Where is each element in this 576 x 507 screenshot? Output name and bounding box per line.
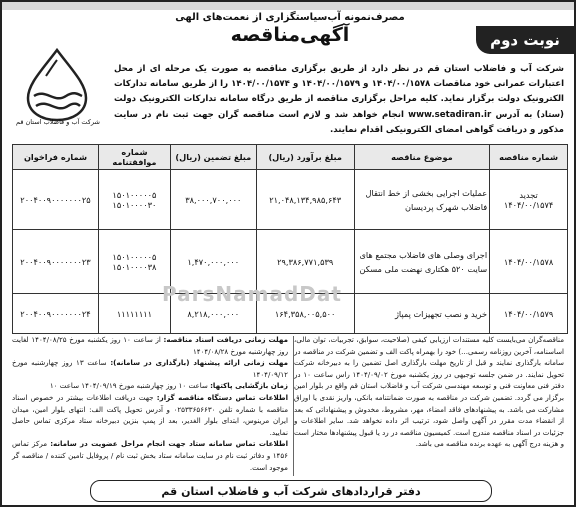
watermark: ParsNamadDat [162, 282, 342, 306]
note-item [12, 392, 288, 438]
note-text: جهت دریافت اطلاعات بیشتر در خصوص اسناد مناقصه با شماره تلفن ۰۲۵۳۳۶۵۶۶۳۰ و آدرس تحویل پاکت الف: انتهای بلوار امین، میدان ایران مرینوس، ابتدای بلوار الغدیر، بعد از پمپ بنزین دبیرخانه ستاد مرکزی تماس حاصل نمایید. [12, 392, 288, 437]
cell-call-number: ۲۰۰۴۰۰۹۰۰۰۰۰۰۰۲۴ [13, 294, 99, 334]
note-item [12, 357, 288, 380]
note-label: مهلت زمانی ارائه پیشنهاد (بارگذاری در سامانه): [110, 358, 288, 368]
cell-guarantee: ۸,۲۱۸,۰۰۰,۰۰۰ [170, 294, 256, 334]
tenders-table [12, 144, 568, 334]
note-text: ساعت ۱۳ روز چهارشنبه مورخ ۱۴۰۴/۰۹/۱۲ [12, 358, 288, 379]
cell-estimate: ۱۶۴,۳۵۸,۰۰۵,۵۰۰ [256, 294, 354, 334]
cell-guarantee: ۱,۴۷۰,۰۰۰,۰۰۰ [170, 230, 256, 294]
col-header-call: شماره فراخوان [13, 145, 99, 170]
table-header-row [13, 145, 568, 170]
notes-left [12, 334, 288, 473]
cell-agreement [98, 230, 170, 294]
notes-right: مناقصه‌گران می‌بایست کلیه مستندات ارزیابی کیفی (صلاحیت، سوابق، تجربیات، توان مالی، اساسنامه، آخرین روزنامه رسمی...) خود را بهمراه پاکت الف و تضمین شرکت در مناقصه در سامانه بارگذاری نمایند و قبل از تاریخ مهلت بارگذاری اصل تضمین را به دبیرخانه شرکت تحویل نمایند. در ضمن جلسه توجیهی در روز یکشنبه مورخ ۱۴۰۴/۰۹/۰۲ راس ساعت ۱۰ در دفتر فنی معاونت فنی و توسعه مهندسی شرکت آب و فاضلاب استان قم واقع در بلوار امین برگزار می گردد. تضمین شرکت در مناقصه به صورت ضمانتنامه بانکی، واریز نقدی یا اوراق مشارکت می باشد. به پیشنهادهای فاقد امضاء، مهر، مشروط، مخدوش و پیشنهاداتی که بعد از انقضاء مدت مقرر در آگهی واصل شود، ترتیب اثر داده نخواهد شد. سایر اطلاعات و جزئیات در اسناد مناقصه مندرج است. کمیسیون مناقصه در رد یا قبول پیشنهادها مختار است و هزینه درج آگهی به عهده برنده مناقصه می باشد. [294, 335, 565, 449]
footer-office: دفتر قراردادهای شرکت آب و فاضلاب استان قم [90, 480, 492, 502]
cell-agreement [98, 294, 170, 334]
cell-guarantee: ۳۸,۰۰۰,۷۰۰,۰۰۰ [170, 170, 256, 230]
note-item [12, 334, 288, 357]
note-text: از ساعت ۱۰ روز یکشنبه مورخ ۱۴۰۴/۰۸/۲۵ لغایت روز چهارشنبه مورخ ۱۴۰۴/۰۸/۲۸ [12, 335, 288, 356]
note-item [12, 380, 288, 392]
intro-part-1: شرکت آب و فاضلاب استان قم در نظر دارد از طریق برگزاری مناقصه به صورت یک مرحله ای از محل اعتبارات عمرانی خود مناقصات ۱۴۰۴/۰۰/۱۵۷۸ و ۱۴۰۴/۰۰/۱۵۷۹ و ۱۴۰۴/۰۰/۱۵۷۴ را از طریق سامانه تدارکات الکترونیک دولت برگزار نماید. کلیه مراحل برگزاری مناقصه از طریق درگاه سامانه تدارکات الکترونیک دولت (ستاد) به آدرس [114, 64, 565, 120]
table-row [13, 230, 568, 294]
notes-divider [293, 336, 294, 476]
intro-paragraph [114, 62, 564, 138]
cell-call-number: ۲۰۰۴۰۰۹۰۰۰۰۰۰۰۲۵ [13, 170, 99, 230]
top-strip [2, 2, 574, 10]
cell-agreement [98, 170, 170, 230]
cell-number-value: ۱۴۰۴/۰۰/۱۵۷۹ [503, 308, 554, 319]
note-label: اطلاعات تماس سامانه ستاد جهت انجام مراحل عضویت در سامانه: [50, 439, 288, 449]
cell-agreement-1: ۱۵۰۱۰۰۰۰۰۵ [112, 251, 157, 262]
intro-part-2: انجام خواهد شد و لازم است مناقصه گران جهت ثبت نام در سایت مذکور و دریافت گواهی امضای الکترونیکی اقدام نمایند. [114, 109, 564, 135]
note-text: ساعت ۱۰ روز چهارشنبه مورخ ۱۴۰۴/۰۹/۱۹ ساعت ۱۰ [49, 381, 208, 391]
cell-number-value: ۱۴۰۴/۰۰/۱۵۷۴ [503, 199, 554, 210]
col-header-estimate: مبلغ برآورد (ریال) [256, 145, 354, 170]
cell-subject: عملیات اجرایی بخشی از خط انتقال فاضلاب شهرک پردیسان [354, 170, 490, 230]
cell-subject: خرید و نصب تجهیزات پمپاژ [354, 294, 490, 334]
supra-title: مصرف‌نمونه آب‌سیاستگزاری از نعمت‌های الهی [175, 12, 405, 23]
cell-call-number: ۲۰۰۴۰۰۹۰۰۰۰۰۰۰۲۳ [13, 230, 99, 294]
cell-agreement-2: ۱۵۰۱۰۰۰۰۳۰ [112, 199, 157, 210]
cell-number [490, 294, 568, 334]
page-title: آگهی‌مناقصه [230, 24, 350, 46]
cell-agreement-1: ۱۵۰۱۰۰۰۰۰۵ [112, 189, 157, 200]
table-row [13, 294, 568, 334]
cell-number [490, 230, 568, 294]
cell-subject: اجرای وصلی های فاضلاب مجتمع های سایت ۵۲۰ هکتاری نهضت ملی مسکن [354, 230, 490, 294]
cell-estimate: ۲۱,۰۴۸,۱۳۴,۹۸۵,۶۴۳ [256, 170, 354, 230]
logo-caption: شرکت آب و فاضلاب استان قم [16, 118, 100, 126]
cell-agreement-1: ۱۱۱۱۱۱۱۱ [116, 308, 153, 319]
note-text: مرکز تماس ۱۴۵۶ و دفاتر ثبت نام در سایت سامانه ستاد بخش ثبت نام / پروفایل تامین کننده / مناقصه گر موجود است. [12, 439, 288, 472]
cell-number [490, 170, 568, 230]
round-badge: نوبت دوم [476, 26, 574, 54]
cell-estimate: ۲۹,۳۸۶,۷۷۱,۵۳۹ [256, 230, 354, 294]
cell-number-value: ۱۴۰۴/۰۰/۱۵۷۸ [503, 256, 554, 267]
note-label: زمان بازگشایی پاکتها: [210, 381, 288, 391]
col-header-number: شماره مناقصه [490, 145, 568, 170]
note-label: مهلت زمانی دریافت اسناد مناقصه: [163, 335, 288, 344]
setad-url-link[interactable]: www.setadiran.ir [408, 109, 492, 120]
col-header-subject: موضوع مناقصه [354, 145, 490, 170]
water-drop-logo-icon [12, 46, 102, 122]
note-label: اطلاعات تماس دستگاه مناقصه گزار: [156, 392, 289, 402]
col-header-agreement: شماره موافقتنامه [98, 145, 170, 170]
table-row [13, 170, 568, 230]
col-header-guarantee: مبلغ تضمین (ریال) [170, 145, 256, 170]
cell-number-prefix: تجدید [519, 189, 538, 200]
note-item [12, 438, 288, 473]
cell-agreement-2: ۱۵۰۱۰۰۰۰۳۸ [112, 261, 157, 272]
